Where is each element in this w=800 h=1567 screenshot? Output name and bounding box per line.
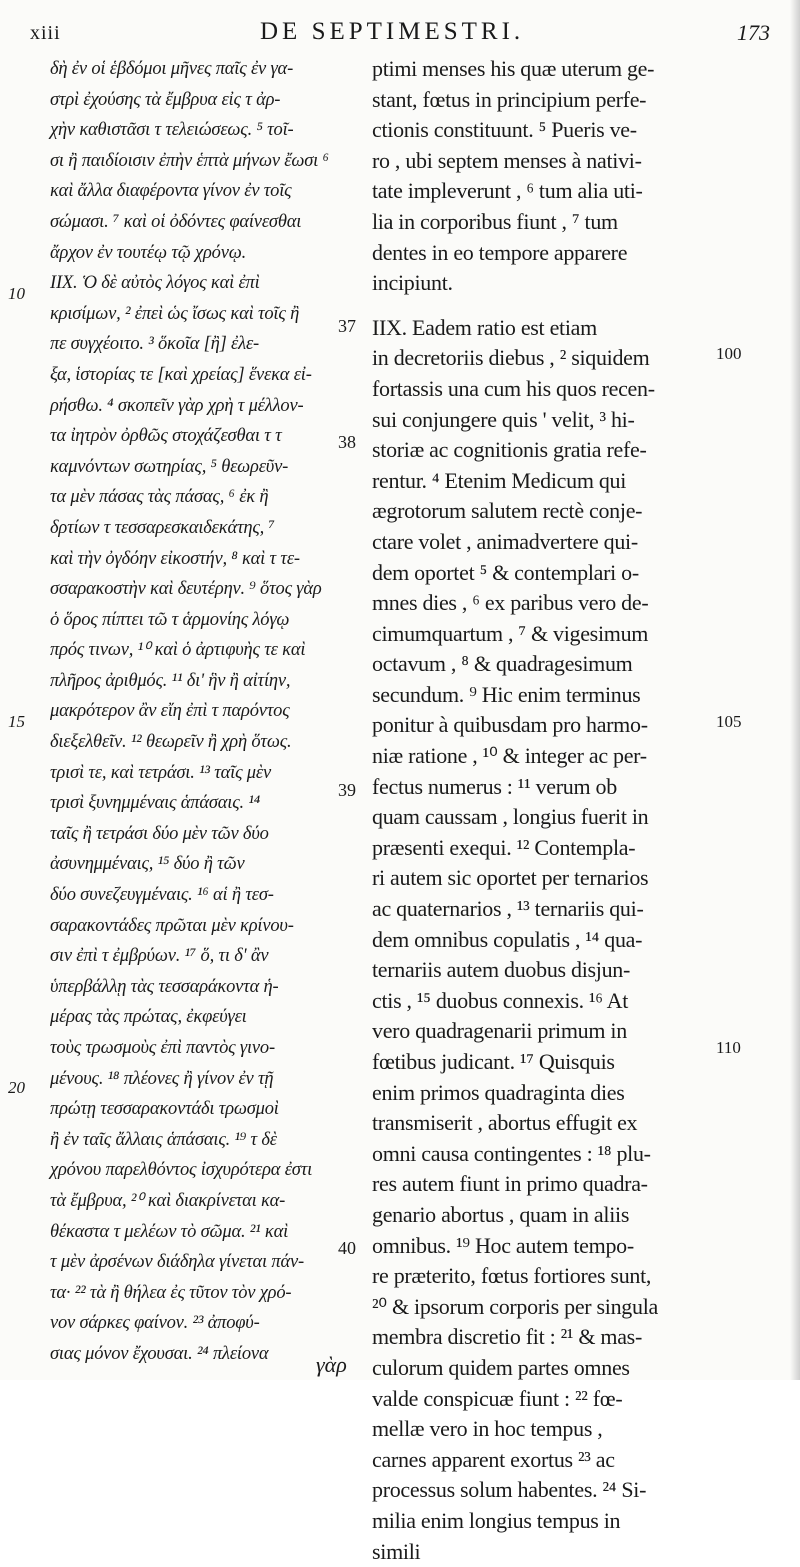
margin-number-left: 10 [8, 284, 48, 304]
text-line: ac quaternarios , ¹³ ternariis qui- [372, 894, 712, 925]
text-line: καὶ ἄλλα διαφέροντα γίνον ἐν τοῖς [50, 176, 340, 207]
text-line: μένους. ¹⁸ πλέονες ἢ γίνον ἐν τῇ [50, 1064, 340, 1095]
margin-number-center: 38 [338, 432, 378, 453]
text-line: καμνόντων σωτηρίας, ⁵ θεωρεῦν- [50, 452, 340, 483]
page-number: 173 [737, 20, 770, 46]
text-line: tate impleverunt , ⁶ tum alia uti- [372, 176, 712, 207]
margin-number-right: 100 [716, 344, 766, 364]
latin-text-column [372, 54, 712, 1567]
text-line: ro , ubi septem menses à nativi- [372, 146, 712, 177]
paragraph-gap [372, 299, 712, 313]
text-line: mellæ vero in hoc tempus , [372, 1414, 712, 1445]
text-line: σαρακοντάδες πρῶται μὲν κρίνου- [50, 911, 340, 942]
text-line: dentes in eo tempore apparere [372, 238, 712, 269]
text-line: ternariis autem duobus disjun- [372, 955, 712, 986]
text-line: ²⁰ & ipsorum corporis per singula [372, 1292, 712, 1323]
text-line: incipiunt. [372, 268, 712, 299]
margin-number-right: 105 [716, 712, 766, 732]
text-line: σιν ἐπὶ τ ἐμβρύων. ¹⁷ ὅ, τι δ' ἂν [50, 941, 340, 972]
text-line: πρώτῃ τεσσαρακοντάδι τρωσμοὶ [50, 1094, 340, 1125]
text-line: processus solum habentes. ²⁴ Si- [372, 1475, 712, 1506]
text-line: τὰ ἔμβρυα, ²⁰ καὶ διακρίνεται κα- [50, 1186, 340, 1217]
text-line: omni causa contingentes : ¹⁸ plu- [372, 1139, 712, 1170]
text-line: quam caussam , longius fuerit in [372, 802, 712, 833]
text-line: τ μὲν ἀρσένων διάδηλα γίνεται πάν- [50, 1247, 340, 1278]
scan-edge-shadow [790, 0, 800, 1380]
text-line: τρισὶ τε, καὶ τετράσι. ¹³ ταῖς μὲν [50, 758, 340, 789]
text-line: σιας μόνον ἔχουσαι. ²⁴ πλείονα [50, 1339, 340, 1370]
greek-text-column [50, 54, 340, 1370]
section-label: xiii [30, 22, 61, 45]
margin-number-left: 20 [8, 1078, 48, 1098]
text-line: niæ ratione , ¹⁰ & integer ac per- [372, 741, 712, 772]
text-line: lia in corporibus fiunt , ⁷ tum [372, 207, 712, 238]
text-line: πλῆρος ἀριθμός. ¹¹ δι' ἣν ἢ αἰτίην, [50, 666, 340, 697]
text-line: νον σάρκες φαίνον. ²³ ἀποφύ- [50, 1308, 340, 1339]
text-line: δὴ ἐν οἱ ἑβδόμοι μῆνες παῖς ἐν γα- [50, 54, 340, 85]
text-line: IIX. Ὁ δὲ αὐτὸς λόγος καὶ ἐπὶ [50, 268, 340, 299]
text-line: τρισὶ ξυνημμέναις ἁπάσαις. ¹⁴ [50, 788, 340, 819]
text-line: τα· ²² τὰ ἢ θήλεα ἐς τῦτον τὸν χρό- [50, 1278, 340, 1309]
text-line: ἀσυνημμέναις, ¹⁵ δύο ἢ τῶν [50, 849, 340, 880]
text-line: σσαρακοστὴν καὶ δευτέρην. ⁹ ὅτος γὰρ [50, 574, 340, 605]
text-line: transmiserit , abortus effugit ex [372, 1108, 712, 1139]
text-line: re præterito, fœtus fortiores sunt, [372, 1261, 712, 1292]
text-line: fortassis una cum his quos recen- [372, 374, 712, 405]
catchword: γὰρ [316, 1352, 347, 1378]
text-line: σώμασι. ⁷ καὶ οἱ ὀδόντες φαίνεσθαι [50, 207, 340, 238]
text-line: omnibus. ¹⁹ Hoc autem tempo- [372, 1231, 712, 1262]
text-line: ἄρχον ἐν τουτέῳ τῷ χρόνῳ. [50, 238, 340, 269]
text-line: res autem fiunt in primo quadra- [372, 1169, 712, 1200]
text-line: τα ἰητρὸν ὀρθῶς στοχάζεσθαι τ τ [50, 421, 340, 452]
text-line: enim primos quadraginta dies [372, 1078, 712, 1109]
text-line: ponitur à quibusdam pro harmo- [372, 710, 712, 741]
text-line: fectus numerus : ¹¹ verum ob [372, 772, 712, 803]
text-line: μακρότερον ἂν εἴη ἐπὶ τ παρόντος [50, 696, 340, 727]
text-line: mnes dies , ⁶ ex paribus vero de- [372, 588, 712, 619]
text-line: διεξελθεῖν. ¹² θεωρεῖν ἢ χρὴ ὅτως. [50, 727, 340, 758]
text-line: ταῖς ἢ τετράσι δύο μὲν τῶν δύο [50, 819, 340, 850]
text-line: δρτίων τ τεσσαρεσκαιδεκάτης, ⁷ [50, 513, 340, 544]
text-line: ptimi menses his quæ uterum ge- [372, 54, 712, 85]
text-line: cimumquartum , ⁷ & vigesimum [372, 619, 712, 650]
text-line: genario abortus , quam in aliis [372, 1200, 712, 1231]
text-line: τοὺς τρωσμοὺς ἐπὶ παντὸς γινο- [50, 1033, 340, 1064]
margin-number-right: 110 [716, 1038, 766, 1058]
text-line: secundum. ⁹ Hic enim terminus [372, 680, 712, 711]
running-header [30, 18, 770, 52]
text-line: ρήσθω. ⁴ σκοπεῖν γὰρ χρὴ τ μέλλον- [50, 391, 340, 422]
text-line: ἢ ἐν ταῖς ἄλλαις ἁπάσαις. ¹⁹ τ δὲ [50, 1125, 340, 1156]
text-line: ὁ ὅρος πίπτει τῶ τ ἁρμονίης λόγῳ [50, 605, 340, 636]
margin-number-center: 39 [338, 780, 378, 801]
text-line: δύο συνεζευγμέναις. ¹⁶ αἱ ἢ τεσ- [50, 880, 340, 911]
margin-number-center: 40 [338, 1238, 378, 1259]
margin-number-center: 37 [338, 316, 378, 337]
text-line: IIX. Eadem ratio est etiam [372, 313, 712, 344]
text-line: χρόνου παρελθόντος ἰσχυρότερα ἐστι [50, 1155, 340, 1186]
text-line: in decretoriis diebus , ² siquidem [372, 343, 712, 374]
text-line: σι ἢ παιδίοισιν ἐπὴν ἑπτὰ μήνων ἔωσι ⁶ [50, 146, 340, 177]
text-line: ὑπερβάλλῃ τὰς τεσσαράκοντα ἡ- [50, 972, 340, 1003]
text-line: κρισίμων, ² ἐπεὶ ὡς ἴσως καὶ τοῖς ἢ [50, 299, 340, 330]
text-line: τα μὲν πάσας τὰς πάσας, ⁶ ἐκ ἢ [50, 482, 340, 513]
text-line: vero quadragenarii primum in [372, 1016, 712, 1047]
text-line: ξα, ἱστορίας τε [καὶ χρείας] ἕνεκα εἰ- [50, 360, 340, 391]
text-line: ægrotorum salutem rectè conje- [372, 496, 712, 527]
running-title: DE SEPTIMESTRI. [260, 18, 524, 46]
text-line: fœtibus judicant. ¹⁷ Quisquis [372, 1047, 712, 1078]
text-line: ctis , ¹⁵ duobus connexis. ¹⁶ At [372, 986, 712, 1017]
text-line: culorum quidem partes omnes [372, 1353, 712, 1384]
text-line: dem omnibus copulatis , ¹⁴ qua- [372, 925, 712, 956]
text-line: χὴν καθιστᾶσι τ τελειώσεως. ⁵ τοῖ- [50, 115, 340, 146]
text-line: rentur. ⁴ Etenim Medicum qui [372, 466, 712, 497]
text-line: membra discretio fit : ²¹ & mas- [372, 1322, 712, 1353]
text-line: dem oportet ⁵ & contemplari o- [372, 558, 712, 589]
text-line: ctionis constituunt. ⁵ Pueris ve- [372, 115, 712, 146]
text-line: στρὶ ἐχούσης τὰ ἔμβρυα εἰς τ ἀρ- [50, 85, 340, 116]
text-line: milia enim longius tempus in [372, 1506, 712, 1537]
text-line: simili [372, 1537, 712, 1567]
text-line: θέκαστα τ μελέων τὸ σῶμα. ²¹ καὶ [50, 1217, 340, 1248]
text-line: ctare volet , animadvertere qui- [372, 527, 712, 558]
text-line: carnes apparent exortus ²³ ac [372, 1445, 712, 1476]
text-line: καὶ τὴν ὀγδόην εἰκοστήν, ⁸ καὶ τ τε- [50, 544, 340, 575]
text-line: μέρας τὰς πρώτας, ἐκφεύγει [50, 1002, 340, 1033]
text-line: storiæ ac cognitionis gratia refe- [372, 435, 712, 466]
text-line: octavum , ⁸ & quadragesimum [372, 649, 712, 680]
text-line: præsenti exequi. ¹² Contempla- [372, 833, 712, 864]
margin-number-left: 15 [8, 712, 48, 732]
text-line: valde conspicuæ fiunt : ²² fœ- [372, 1384, 712, 1415]
text-line: πε συγχέοιτο. ³ ὅκοῖα [ἢ] ἐλε- [50, 329, 340, 360]
text-line: sui conjungere quis ' velit, ³ hi- [372, 405, 712, 436]
text-line: πρός τινων, ¹⁰ καὶ ὁ ἀρτιφυὴς τε καὶ [50, 635, 340, 666]
text-line: ri autem sic oportet per ternarios [372, 863, 712, 894]
text-line: stant, fœtus in principium perfe- [372, 85, 712, 116]
